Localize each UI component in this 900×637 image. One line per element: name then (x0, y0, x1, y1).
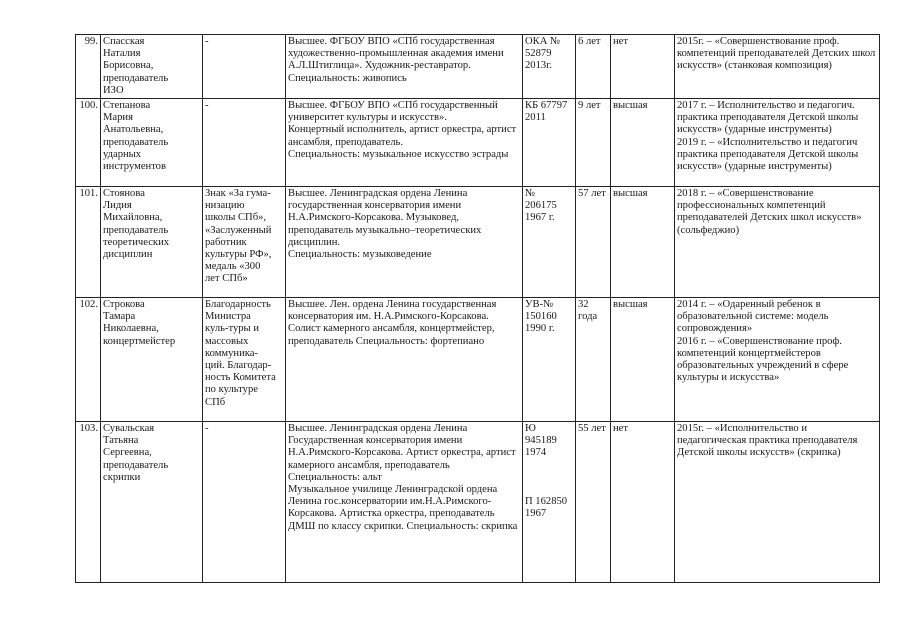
awards-cell: - (203, 422, 286, 583)
experience-cell: 6 лет (576, 35, 611, 99)
training-cell: 2017 г. – Исполнительство и педагогич. практика преподавателя Детской школы искусств» (ударные инструменты) 2019 г. – «Исполнительство и педагогич практика преподавателя Детской школы искусств» (ударные инструменты) (675, 99, 880, 187)
table-row (76, 298, 880, 422)
row-number: 100. (76, 99, 101, 187)
diploma-cell: Ю 945189 1974 П 162850 1967 (523, 422, 576, 583)
category-cell: высшая (611, 298, 675, 422)
training-cell: 2014 г. – «Одаренный ребенок в образовательной системе: модель сопровождения» 2016 г. – «Совершенствование проф. компетенций концертмейстеров образовательных учреждений в сфере культуры и искусства» (675, 298, 880, 422)
education-cell: Высшее. ФГБОУ ВПО «СПб государственный университет культуры и искусств». Концертный исполнитель, артист оркестра, артист ансамбля, преподаватель. Специальность: музыкальное искусство эстрады (286, 99, 523, 187)
table-row (76, 99, 880, 187)
teacher-name: Стоянова Лидия Михайловна, преподаватель теоретических дисциплин (101, 187, 203, 298)
teacher-name: Спасская Наталия Борисовна, преподаватель ИЗО (101, 35, 203, 99)
education-cell: Высшее. Лен. ордена Ленина государственная консерватория им. Н.А.Римского-Корсакова. Солист камерного ансамбля, концертмейстер, преподаватель Специальность: фортепиано (286, 298, 523, 422)
training-cell: 2015г. – «Исполнительство и педагогическая практика преподавателя Детской школы искусств» (скрипка) (675, 422, 880, 583)
diploma-cell: № 206175 1967 г. (523, 187, 576, 298)
table-row (76, 187, 880, 298)
diploma-cell: КБ 67797 2011 (523, 99, 576, 187)
teacher-name: Сувальская Татьяна Сергеевна, преподаватель скрипки (101, 422, 203, 583)
awards-cell: Благодарность Министра куль-туры и массовых коммуника- ций. Благодар- ность Комитета по культуре СПб (203, 298, 286, 422)
experience-cell: 55 лет (576, 422, 611, 583)
table-row (76, 422, 880, 583)
category-cell: высшая (611, 99, 675, 187)
teacher-name: Степанова Мария Анатольевна, преподаватель ударных инструментов (101, 99, 203, 187)
education-cell: Высшее. ФГБОУ ВПО «СПб государственная художественно-промышленная академия имени А.Л.Штиглица». Художник-реставратор. Специальность: живопись (286, 35, 523, 99)
row-number: 103. (76, 422, 101, 583)
awards-cell: - (203, 35, 286, 99)
row-number: 101. (76, 187, 101, 298)
teacher-name: Строкова Тамара Николаевна, концертмейстер (101, 298, 203, 422)
training-cell: 2018 г. – «Совершенствование профессиональных компетенций преподавателей Детских школ искусств» (сольфеджио) (675, 187, 880, 298)
staff-table (75, 34, 880, 583)
training-cell: 2015г. – «Совершенствование проф. компетенций преподавателей Детских школ искусств» (станковая композиция) (675, 35, 880, 99)
table-row (76, 35, 880, 99)
row-number: 102. (76, 298, 101, 422)
row-number: 99. (76, 35, 101, 99)
category-cell: высшая (611, 187, 675, 298)
education-cell: Высшее. Ленинградская ордена Ленина Государственная консерватория имени Н.А.Римского-Корсакова. Артист оркестра, артист камерного ансамбля, преподаватель Специальность: альт Музыкальное училище Ленинградской ордена Ленина гос.консерватории им.Н.А.Римского-Корсакова. Артистка оркестра, преподаватель ДМШ по классу скрипки. Специальность: скрипка (286, 422, 523, 583)
awards-cell: - (203, 99, 286, 187)
diploma-cell: УВ-№ 150160 1990 г. (523, 298, 576, 422)
diploma-cell: ОКА № 52879 2013г. (523, 35, 576, 99)
experience-cell: 57 лет (576, 187, 611, 298)
experience-cell: 9 лет (576, 99, 611, 187)
awards-cell: Знак «За гума- низацию школы СПб», «Заслуженный работник культуры РФ», медаль «300 лет СПб» (203, 187, 286, 298)
education-cell: Высшее. Ленинградская ордена Ленина государственная консерватория имени Н.А.Римского-Корсакова. Музыковед, преподаватель музыкально–теоретических дисциплин. Специальность: музыковедение (286, 187, 523, 298)
category-cell: нет (611, 422, 675, 583)
experience-cell: 32 года (576, 298, 611, 422)
category-cell: нет (611, 35, 675, 99)
